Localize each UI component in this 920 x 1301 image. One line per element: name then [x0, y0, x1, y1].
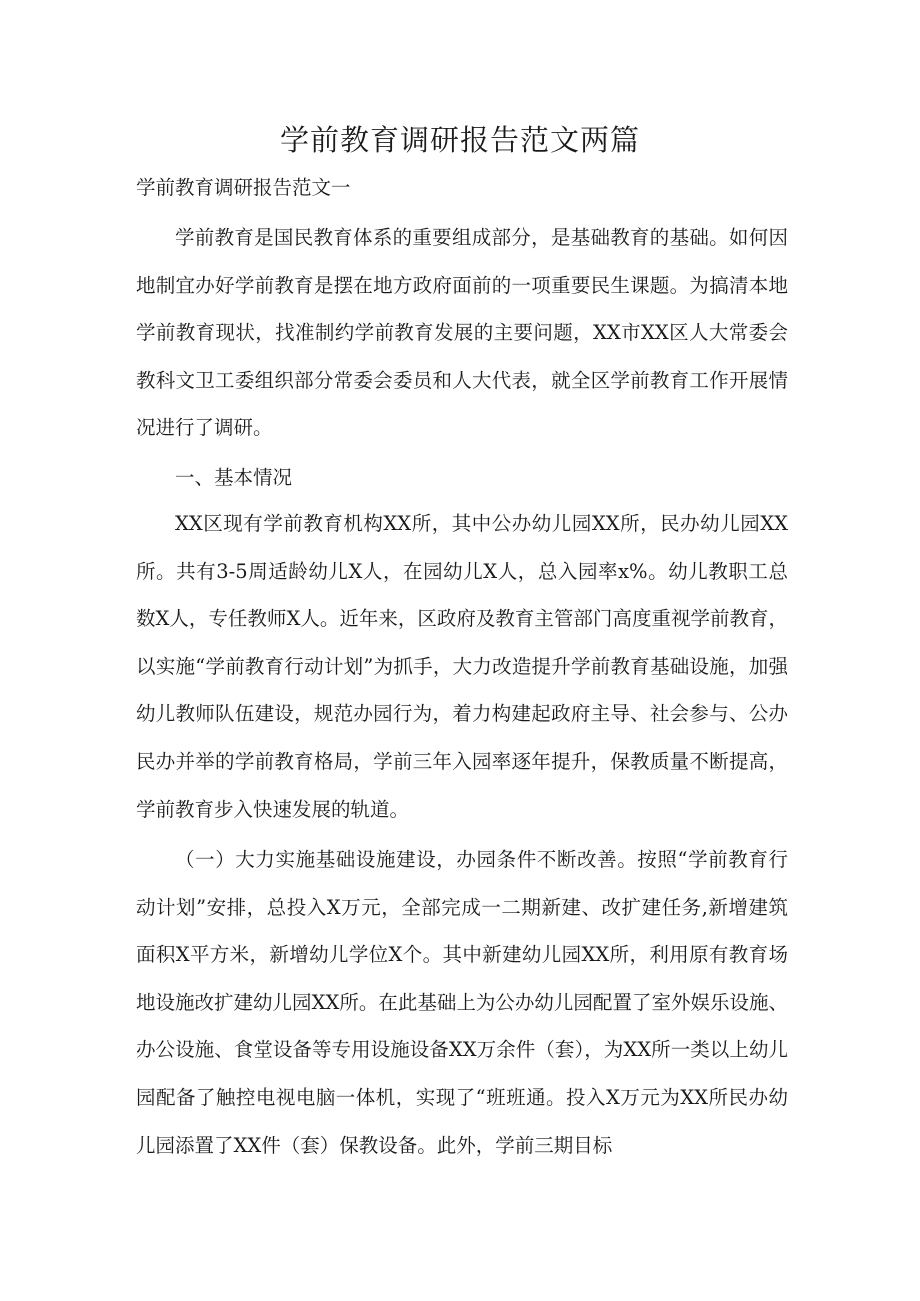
- section-heading: 一、基本情况: [175, 466, 293, 489]
- document-title: 学前教育调研报告范文两篇: [279, 123, 640, 157]
- document-subtitle: 学前教育调研报告范文一: [136, 176, 351, 199]
- paragraph-intro: 学前教育是国民教育体系的重要组成部分，是基础教育的基础。如何因地制宜办好学前教育是摆在地方政府面前的一项重要民生课题。为搞清本地学前教育现状，找准制约学前教育发展的主要问题，XX市XX区人大常委会教科文卫工委组织部分常委会委员和人大代表，就全区学前教育工作开展情况进行了调研。: [136, 226, 788, 440]
- paragraph-infrastructure: （一）大力实施基础设施建设，办园条件不断改善。按照“学前教育行动计划”安排，总投入X万元，全部完成一二期新建、改扩建任务,新增建筑面积X平方米，新增幼儿学位X个。其中新建幼儿园XX所，利用原有教育场地设施改扩建幼儿园XX所。在此基础上为公办幼儿园配置了室外娱乐设施、办公设施、食堂设备等专用设施设备XX万余件（套），为XX所一类以上幼儿园配备了触控电视电脑一体机，实现了“班班通。投入X万元为XX所民办幼儿园添置了XX件（套）保教设备。此外，学前三期目标: [136, 848, 788, 1157]
- paragraph-basic-situation: XX区现有学前教育机构XX所，其中公办幼儿园XX所，民办幼儿园XX所。共有3-5周适龄幼儿X人，在园幼儿X人，总入园率x%。幼儿教职工总数X人，专任教师X人。近年来，区政府及教育主管部门高度重视学前教育，以实施“学前教育行动计划”为抓手，大力改造提升学前教育基础设施，加强幼儿教师队伍建设，规范办园行为，着力构建起政府主导、社会参与、公办民办并举的学前教育格局，学前三年入园率逐年提升，保教质量不断提高，学前教育步入快速发展的轨道。: [136, 512, 788, 821]
